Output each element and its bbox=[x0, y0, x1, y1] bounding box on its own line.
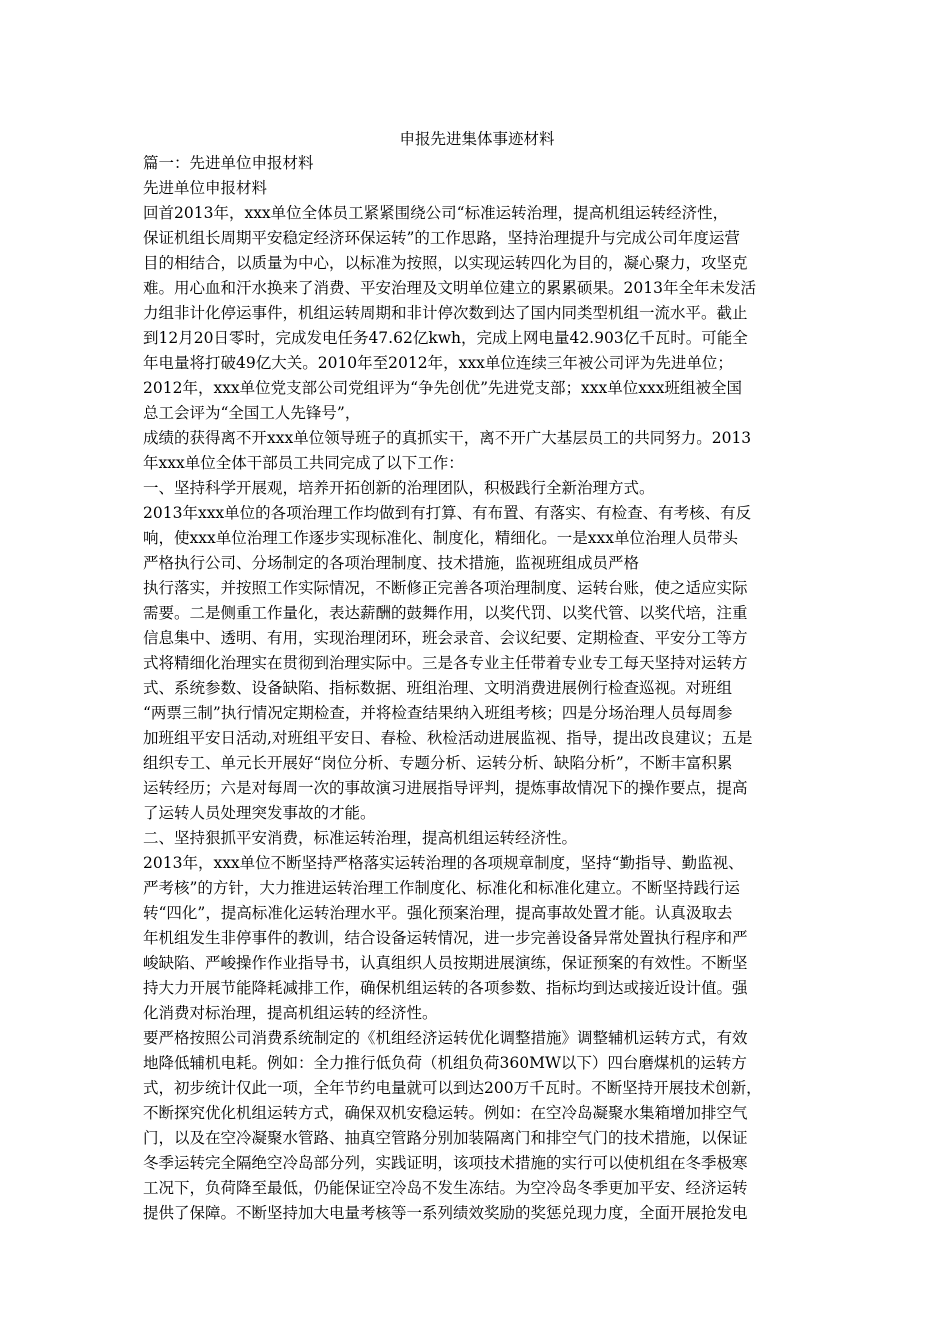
text-line: 提供了保障。不断坚持加大电量考核等一系列绩效奖励的奖惩兑现力度，全面开展抢发电 bbox=[143, 1204, 748, 1222]
text-line: 成绩的获得离不开xxx单位领导班子的真抓实干，离不开广大基层员工的共同努力。2013 bbox=[143, 429, 752, 447]
text-line: 力组非计化停运事件，机组运转周期和非计停次数到达了国内同类型机组一流水平。截止 bbox=[143, 304, 748, 322]
text-line: 总工会评为“全国工人先锋号”， bbox=[143, 404, 361, 422]
text-line: “两票三制”执行情况定期检查，并将检查结果纳入班组考核；四是分场治理人员每周参 bbox=[143, 704, 733, 722]
text-line: 先进单位申报材料 bbox=[143, 179, 268, 197]
text-line: 年机组发生非停事件的教训，结合设备运转情况，进一步完善设备异常处置执行程序和严 bbox=[143, 929, 748, 947]
text-line: 难。用心血和汗水换来了消费、平安治理及文明单位建立的累累硕果。2013年全年未发活 bbox=[143, 279, 756, 297]
text-line: 要严格按照公司消费系统制定的《机组经济运转优化调整措施》调整辅机运转方式，有效 bbox=[143, 1029, 748, 1047]
text-line: 2013年xxx单位的各项治理工作均做到有打算、有布置、有落实、有检查、有考核、有反 bbox=[143, 504, 752, 522]
document-title: 申报先进集体事迹材料 bbox=[399, 130, 555, 148]
text-line: 一、坚持科学开展观，培养开拓创新的治理团队，积极践行全新治理方式。 bbox=[143, 479, 655, 497]
text-line: 不断探究优化机组运转方式，确保双机安稳运转。例如：在空冷岛凝聚水集箱增加排空气 bbox=[143, 1104, 748, 1122]
text-line: 工况下，负荷降至最低，仍能保证空冷岛不发生冻结。为空冷岛冬季更加平安、经济运转 bbox=[143, 1179, 748, 1197]
text-line: 门，以及在空冷凝聚水管路、抽真空管路分别加装隔离门和排空气门的技术措施，以保证 bbox=[143, 1129, 748, 1147]
text-line: 式，初步统计仅此一项，全年节约电量就可以到达200万千瓦时。不断坚持开展技术创新， bbox=[143, 1079, 762, 1097]
text-line: 运转经历；六是对每周一次的事故演习进展指导评判，提炼事故情况下的操作要点，提高 bbox=[143, 779, 748, 797]
document-body bbox=[143, 127, 811, 1226]
text-line: 冬季运转完全隔绝空冷岛部分列，实践证明，该项技术措施的实行可以使机组在冬季极寒 bbox=[143, 1154, 748, 1172]
text-line: 严考核”的方针，大力推进运转治理工作制度化、标准化和标准化建立。不断坚持践行运 bbox=[143, 879, 740, 897]
text-line: 篇一：先进单位申报材料 bbox=[143, 154, 314, 172]
text-line: 化消费对标治理，提高机组运转的经济性。 bbox=[143, 1004, 438, 1022]
text-line: 式、系统参数、设备缺陷、指标数据、班组治理、文明消费进展例行检查巡视。对班组 bbox=[143, 679, 733, 697]
text-line: 峻缺陷、严峻操作作业指导书，认真组织人员按期进展演练，保证预案的有效性。不断坚 bbox=[143, 954, 748, 972]
text-line: 持大力开展节能降耗减排工作，确保机组运转的各项参数、指标均到达或接近设计值。强 bbox=[143, 979, 748, 997]
text-line: 需要。二是侧重工作量化，表达薪酬的鼓舞作用，以奖代罚、以奖代管、以奖代培，注重 bbox=[143, 604, 748, 622]
text-line: 加班组平安日活动,对班组平安日、春检、秋检活动进展监视、指导，提出改良建议；五是 bbox=[143, 729, 753, 747]
text-line: 了运转人员处理突发事故的才能。 bbox=[143, 804, 376, 822]
text-line: 执行落实，并按照工作实际情况，不断修正完善各项治理制度、运转台账，使之适应实际 bbox=[143, 579, 748, 597]
text-line: 地降低辅机电耗。例如：全力推行低负荷（机组负荷360MW以下）四台磨煤机的运转方 bbox=[143, 1054, 747, 1072]
text-line: 2013年，xxx单位不断坚持严格落实运转治理的各项规章制度，坚持“勤指导、勤监视、 bbox=[143, 854, 744, 872]
text-line: 信息集中、透明、有用，实现治理闭环，班会录音、会议纪要、定期检查、平安分工等方 bbox=[143, 629, 748, 647]
text-line: 二、坚持狠抓平安消费，标准运转治理，提高机组运转经济性。 bbox=[143, 829, 578, 847]
text-line: 式将精细化治理实在贯彻到治理实际中。三是各专业主任带着专业专工每天坚持对运转方 bbox=[143, 654, 748, 672]
text-line: 严格执行公司、分场制定的各项治理制度、技术措施，监视班组成员严格 bbox=[143, 554, 640, 572]
text-line: 到12月20日零时，完成发电任务47.62亿kwh，完成上网电量42.903亿千瓦时。可能全 bbox=[143, 329, 748, 347]
text-line: 2012年，xxx单位党支部公司党组评为“争先创优”先进党支部；xxx单位xxx班组被全国 bbox=[143, 379, 742, 397]
text-line: 转“四化”，提高标准化运转治理水平。强化预案治理，提高事故处置才能。认真汲取去 bbox=[143, 904, 733, 922]
text-line: 回首2013年，xxx单位全体员工紧紧围绕公司“标准运转治理，提高机组运转经济性， bbox=[143, 204, 729, 222]
text-line: 目的相结合，以质量为中心，以标准为按照，以实现运转四化为目的，凝心聚力，攻坚克 bbox=[143, 254, 748, 272]
text-line: 年xxx单位全体干部员工共同完成了以下工作： bbox=[143, 454, 464, 472]
text-line: 年电量将打破49亿大关。2010年至2012年，xxx单位连续三年被公司评为先进单位； bbox=[143, 354, 733, 372]
document-text bbox=[143, 151, 811, 1226]
text-line: 组织专工、单元长开展好“岗位分析、专题分析、运转分析、缺陷分析”，不断丰富积累 bbox=[143, 754, 733, 772]
text-line: 保证机组长周期平安稳定经济环保运转”的工作思路，坚持治理提升与完成公司年度运营 bbox=[143, 229, 740, 247]
text-line: 响，使xxx单位治理工作逐步实现标准化、制度化，精细化。一是xxx单位治理人员带头 bbox=[143, 529, 738, 547]
